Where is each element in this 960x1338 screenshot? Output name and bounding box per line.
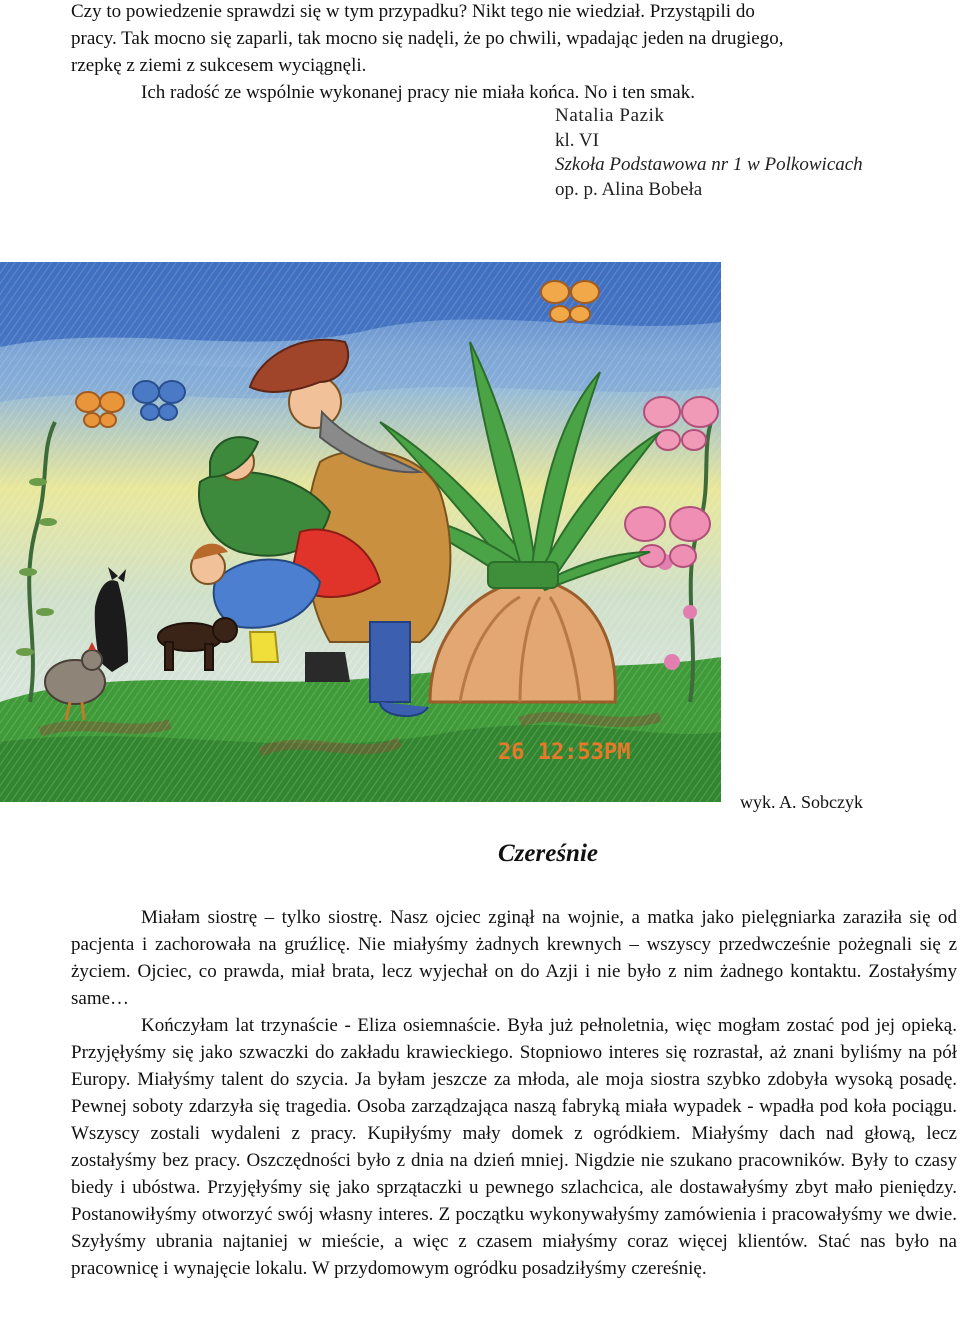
story-paragraph: Kończyłam lat trzynaście - Eliza osiemnaście. Była już pełnoletnia, więc mogłam zostać pod jej opieką. Przyjęłyśmy się jako szwaczki do zakładu krawieckiego. Stopniowo interes się rozrastał, aż znani byliśmy na pół Europy. Miałyśmy talent do szycia. Ja byłam jeszcze za młoda, ale moja siostra szybko zdobyła wysoką posadę. Pewnej soboty zdarzyła się tragedia. Osoba zarządzająca naszą fabryką miała wypadek - wpadła pod koła pociągu. Wszyscy zostali wydaleni z pracy. Kupiłyśmy mały domek z ogródkiem. Miałyśmy dach nad głową, lecz zostałyśmy bez pracy. Oszczędności było z dnia na dzień mniej. Nigdzie nie szukano pracowników. Były to czasy biedy i ubóstwa. Przyjęłyśmy się jako sprzątaczki u pewnego szlachcica, ale dostawałyśmy zbyt mało pieniędzy. Postanowiłyśmy otworzyć swój własny interes. Z początku wykonywałyśmy zamówienia i pracowałyśmy we dwie. Szyłyśmy ubrania najtaniej w mieście, a więc z czasem miałyśmy coraz więcej klientów. Stać nas było na pracownicę i wynajęcie lokalu. W przydomowym ogródku posadziłyśmy czereśnię. — [71, 1015, 957, 1279]
author-signature — [555, 104, 863, 202]
story-body — [71, 904, 957, 1282]
story-paragraph: Miałam siostrę – tylko siostrę. Nasz ojciec zginął na wojnie, a matka jako pielęgniarka zaraziła się od pacjenta i zachorowała na gruźlicę. Nie miałyśmy żadnych krewnych – wszyscy przedwcześnie pożegnali się z życiem. Ojciec, co prawda, miał brata, lecz wyjechał on do Azji i nie było z nim żadnego kontaktu. Zostałyśmy same… — [71, 907, 957, 1009]
school-name: Szkoła Podstawowa nr 1 w Polkowicach — [555, 154, 863, 175]
intro-line: rzepkę z ziemi z sukcesem wyciągnęli. — [71, 55, 367, 76]
intro-line: pracy. Tak mocno się zaparli, tak mocno się nadęli, że po chwili, wpadając jeden na drugiego, — [71, 28, 784, 49]
crayon-illustration — [0, 262, 721, 802]
photo-timestamp: 26 12:53PM — [498, 740, 631, 765]
author-class: kl. VI — [555, 129, 599, 151]
intro-closing-line: Ich radość ze wspólnie wykonanej pracy nie miała końca. No i ten smak. — [141, 82, 695, 103]
intro-line: Czy to powiedzenie sprawdzi się w tym przypadku? Nikt tego nie wiedział. Przystąpili do — [71, 1, 755, 22]
author-name: Natalia Pazik — [555, 105, 665, 126]
teacher-name: op. p. Alina Bobeła — [555, 178, 703, 200]
story-title: Czereśnie — [498, 840, 598, 867]
illustration-credit: wyk. A. Sobczyk — [740, 792, 863, 812]
intro-text — [71, 0, 957, 106]
